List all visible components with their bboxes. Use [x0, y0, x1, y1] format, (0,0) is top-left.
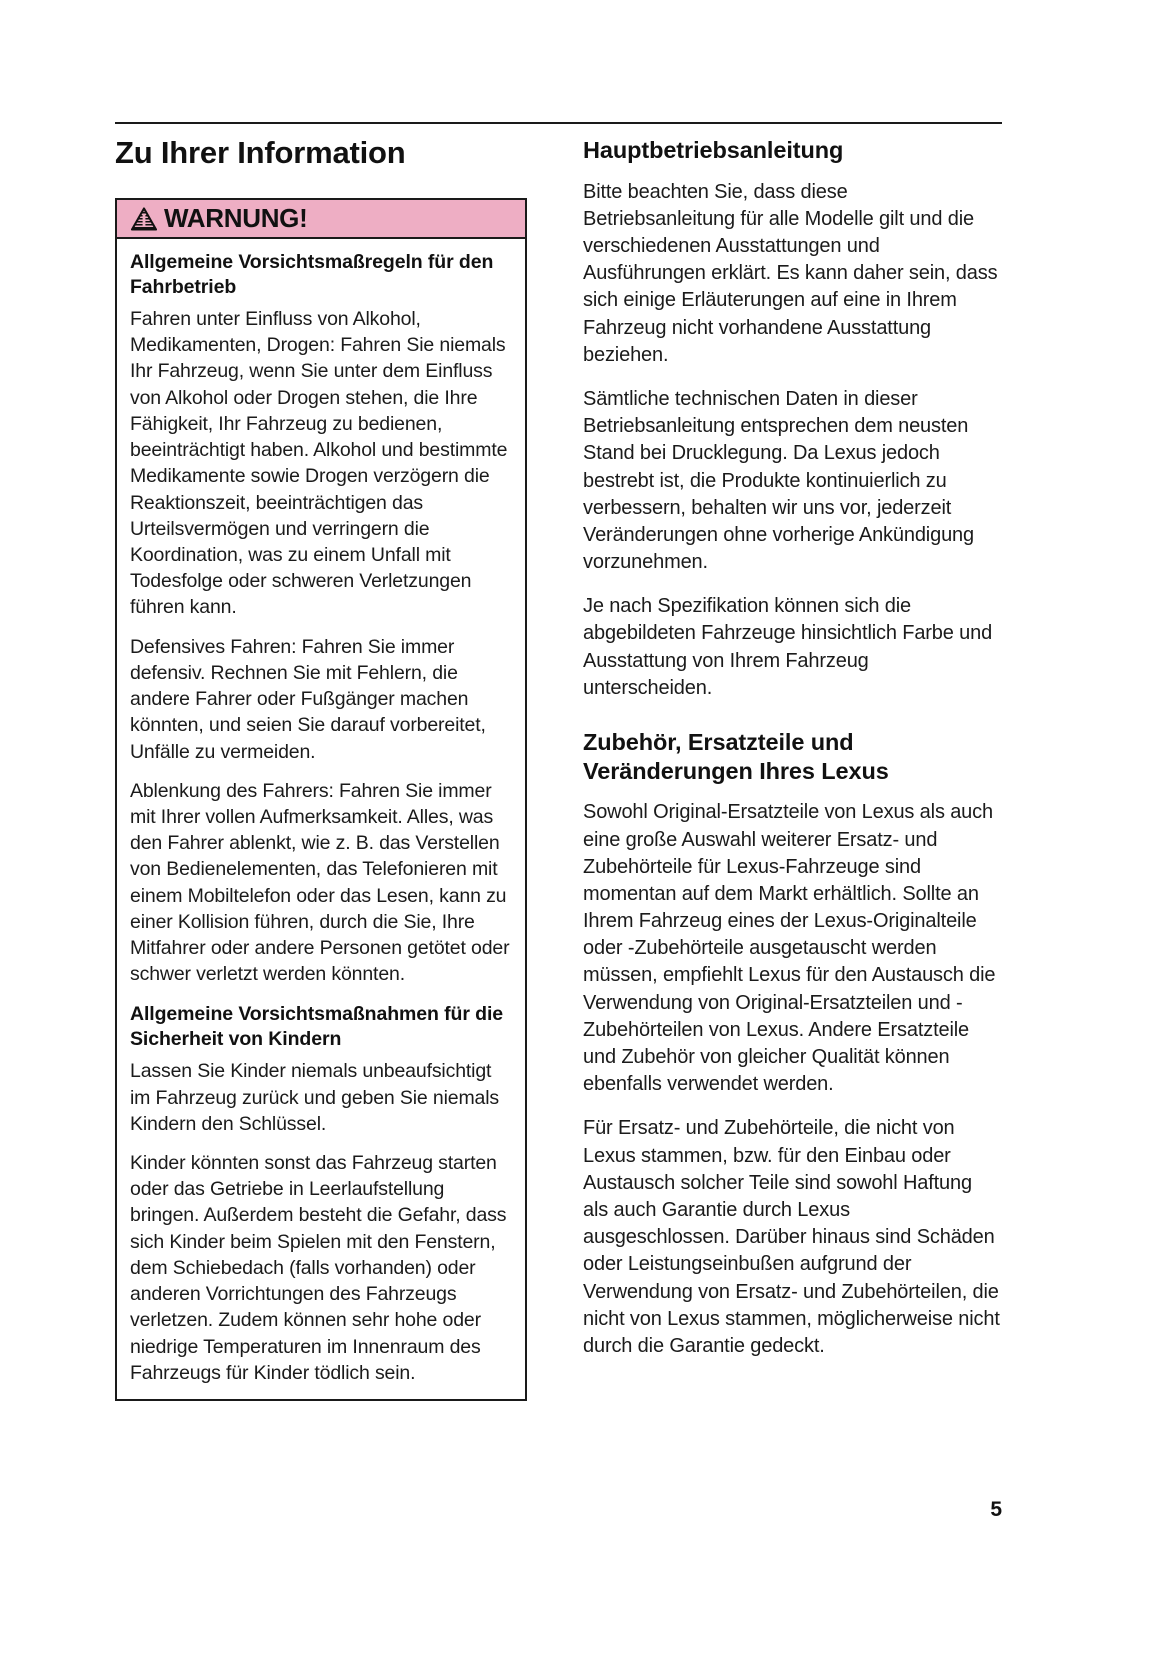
header-rule [115, 122, 1002, 124]
warning-header [117, 200, 525, 239]
section-paragraph: Sowohl Original-Ersatzteile von Lexus als auch eine große Auswahl weiterer Ersatz- und Zubehörteile für Lexus-Fahrzeuge sind momentan auf dem Markt erhältlich. Sollte an Ihrem Fahrzeug eines der Lexus-Originalteile oder -Zubehörteile ausgetauscht werden müssen, empfiehlt Lexus für den Austausch die Verwendung von Original-Ersatzteilen und -Zubehörteilen von Lexus. Andere Ersatzteile und Zubehör von gleicher Qualität können ebenfalls verwendet werden. [583, 801, 996, 1096]
warning-box [115, 198, 527, 1401]
warning-triangle-icon [131, 207, 157, 231]
warning-paragraph: Kinder könnten sonst das Fahrzeug starten oder das Getriebe in Leerlaufstellung bringen. Außerdem besteht die Gefahr, dass sich Kinder beim Spielen mit den Fenstern, dem Schiebedach (falls vorhanden) oder anderen Vorrichtungen des Fahrzeugs verletzen. Zudem können sehr hohe oder niedrige Temperaturen im Innenraum des Fahrzeugs für Kinder tödlich sein. [130, 1152, 507, 1384]
warning-paragraph: Ablenkung des Fahrers: Fahren Sie immer mit Ihrer vollen Aufmerksamkeit. Alles, was den Fahrer ablenkt, wie z. B. das Verstellen von Bedienelementen, das Telefonieren mit einem Mobiltelefon oder das Lesen, kann zu einer Kollision führen, durch die Sie, Ihre Mitfahrer oder andere Personen getötet oder schwer verletzt werden könnten. [130, 779, 510, 986]
warning-paragraph: Defensives Fahren: Fahren Sie immer defensiv. Rechnen Sie mit Fehlern, die andere Fahrer oder Fußgänger machen könnten, und seien Sie darauf vorbereitet, Unfälle zu vermeiden. [130, 635, 486, 763]
section-paragraph: Bitte beachten Sie, dass diese Betriebsanleitung für alle Modelle gilt und die verschiedenen Ausstattungen und Ausführungen erklärt. Es kann daher sein, dass sich einige Erläuterungen auf eine in Ihrem Fahrzeug nicht vorhandene Ausstattung beziehen. [583, 180, 998, 366]
warning-subheading-driving: Allgemeine Vorsichtsmaßregeln für den Fahrbetrieb [130, 251, 494, 299]
left-column [115, 136, 527, 1401]
section-heading-main-manual: Hauptbetriebsanleitung [583, 137, 844, 163]
page-title: Zu Ihrer Information [115, 135, 406, 170]
section-paragraph: Je nach Spezifikation können sich die abgebildeten Fahrzeuge hinsichtlich Farbe und Ausstattung von Ihrem Fahrzeug unterscheiden. [583, 595, 993, 699]
section-paragraph: Für Ersatz- und Zubehörteile, die nicht von Lexus stammen, bzw. für den Einbau oder Austausch solcher Teile sind sowohl Haftung als auch Garantie durch Lexus ausgeschlossen. Darüber hinaus sind Schäden oder Leistungseinbußen aufgrund der Verwendung von Ersatz- und Zubehörteilen, die nicht von Lexus stammen, möglicherweise nicht durch die Garantie gedeckt. [583, 1117, 1000, 1357]
section-paragraph: Sämtliche technischen Daten in dieser Betriebsanleitung entsprechen dem neusten Stand bei Drucklegung. Da Lexus jedoch bestrebt ist, die Produkte kontinuierlich zu verbessern, behalten wir uns vor, jederzeit Veränderungen ohne vorherige Ankündigung vorzunehmen. [583, 387, 974, 574]
warning-label: WARNUNG! [164, 203, 308, 234]
warning-paragraph: Lassen Sie Kinder niemals unbeaufsichtigt im Fahrzeug zurück und geben Sie niemals Kindern den Schlüssel. [130, 1060, 500, 1135]
page-number: 5 [990, 1498, 1002, 1521]
right-column [583, 136, 1000, 1377]
section-heading-accessories: Zubehör, Ersatzteile und Veränderungen Ihres Lexus [583, 729, 889, 784]
warning-paragraph: Fahren unter Einfluss von Alkohol, Medikamenten, Drogen: Fahren Sie niemals Ihr Fahrzeug, wenn Sie unter dem Einfluss von Alkohol oder Drogen stehen, die Ihre Fähigkeit, Ihr Fahrzeug zu bedienen, beeinträchtigt haben. Alkohol und bestimmte Medikamente sowie Drogen verzögern die Reaktionszeit, beeinträchtigen das Urteilsvermögen und verringern die Koordination, was zu einem Unfall mit Todesfolge oder schweren Verletzungen führen kann. [130, 308, 508, 619]
warning-subheading-children: Allgemeine Vorsichtsmaßnahmen für die Sicherheit von Kindern [130, 1003, 504, 1051]
warning-body [117, 239, 525, 1399]
